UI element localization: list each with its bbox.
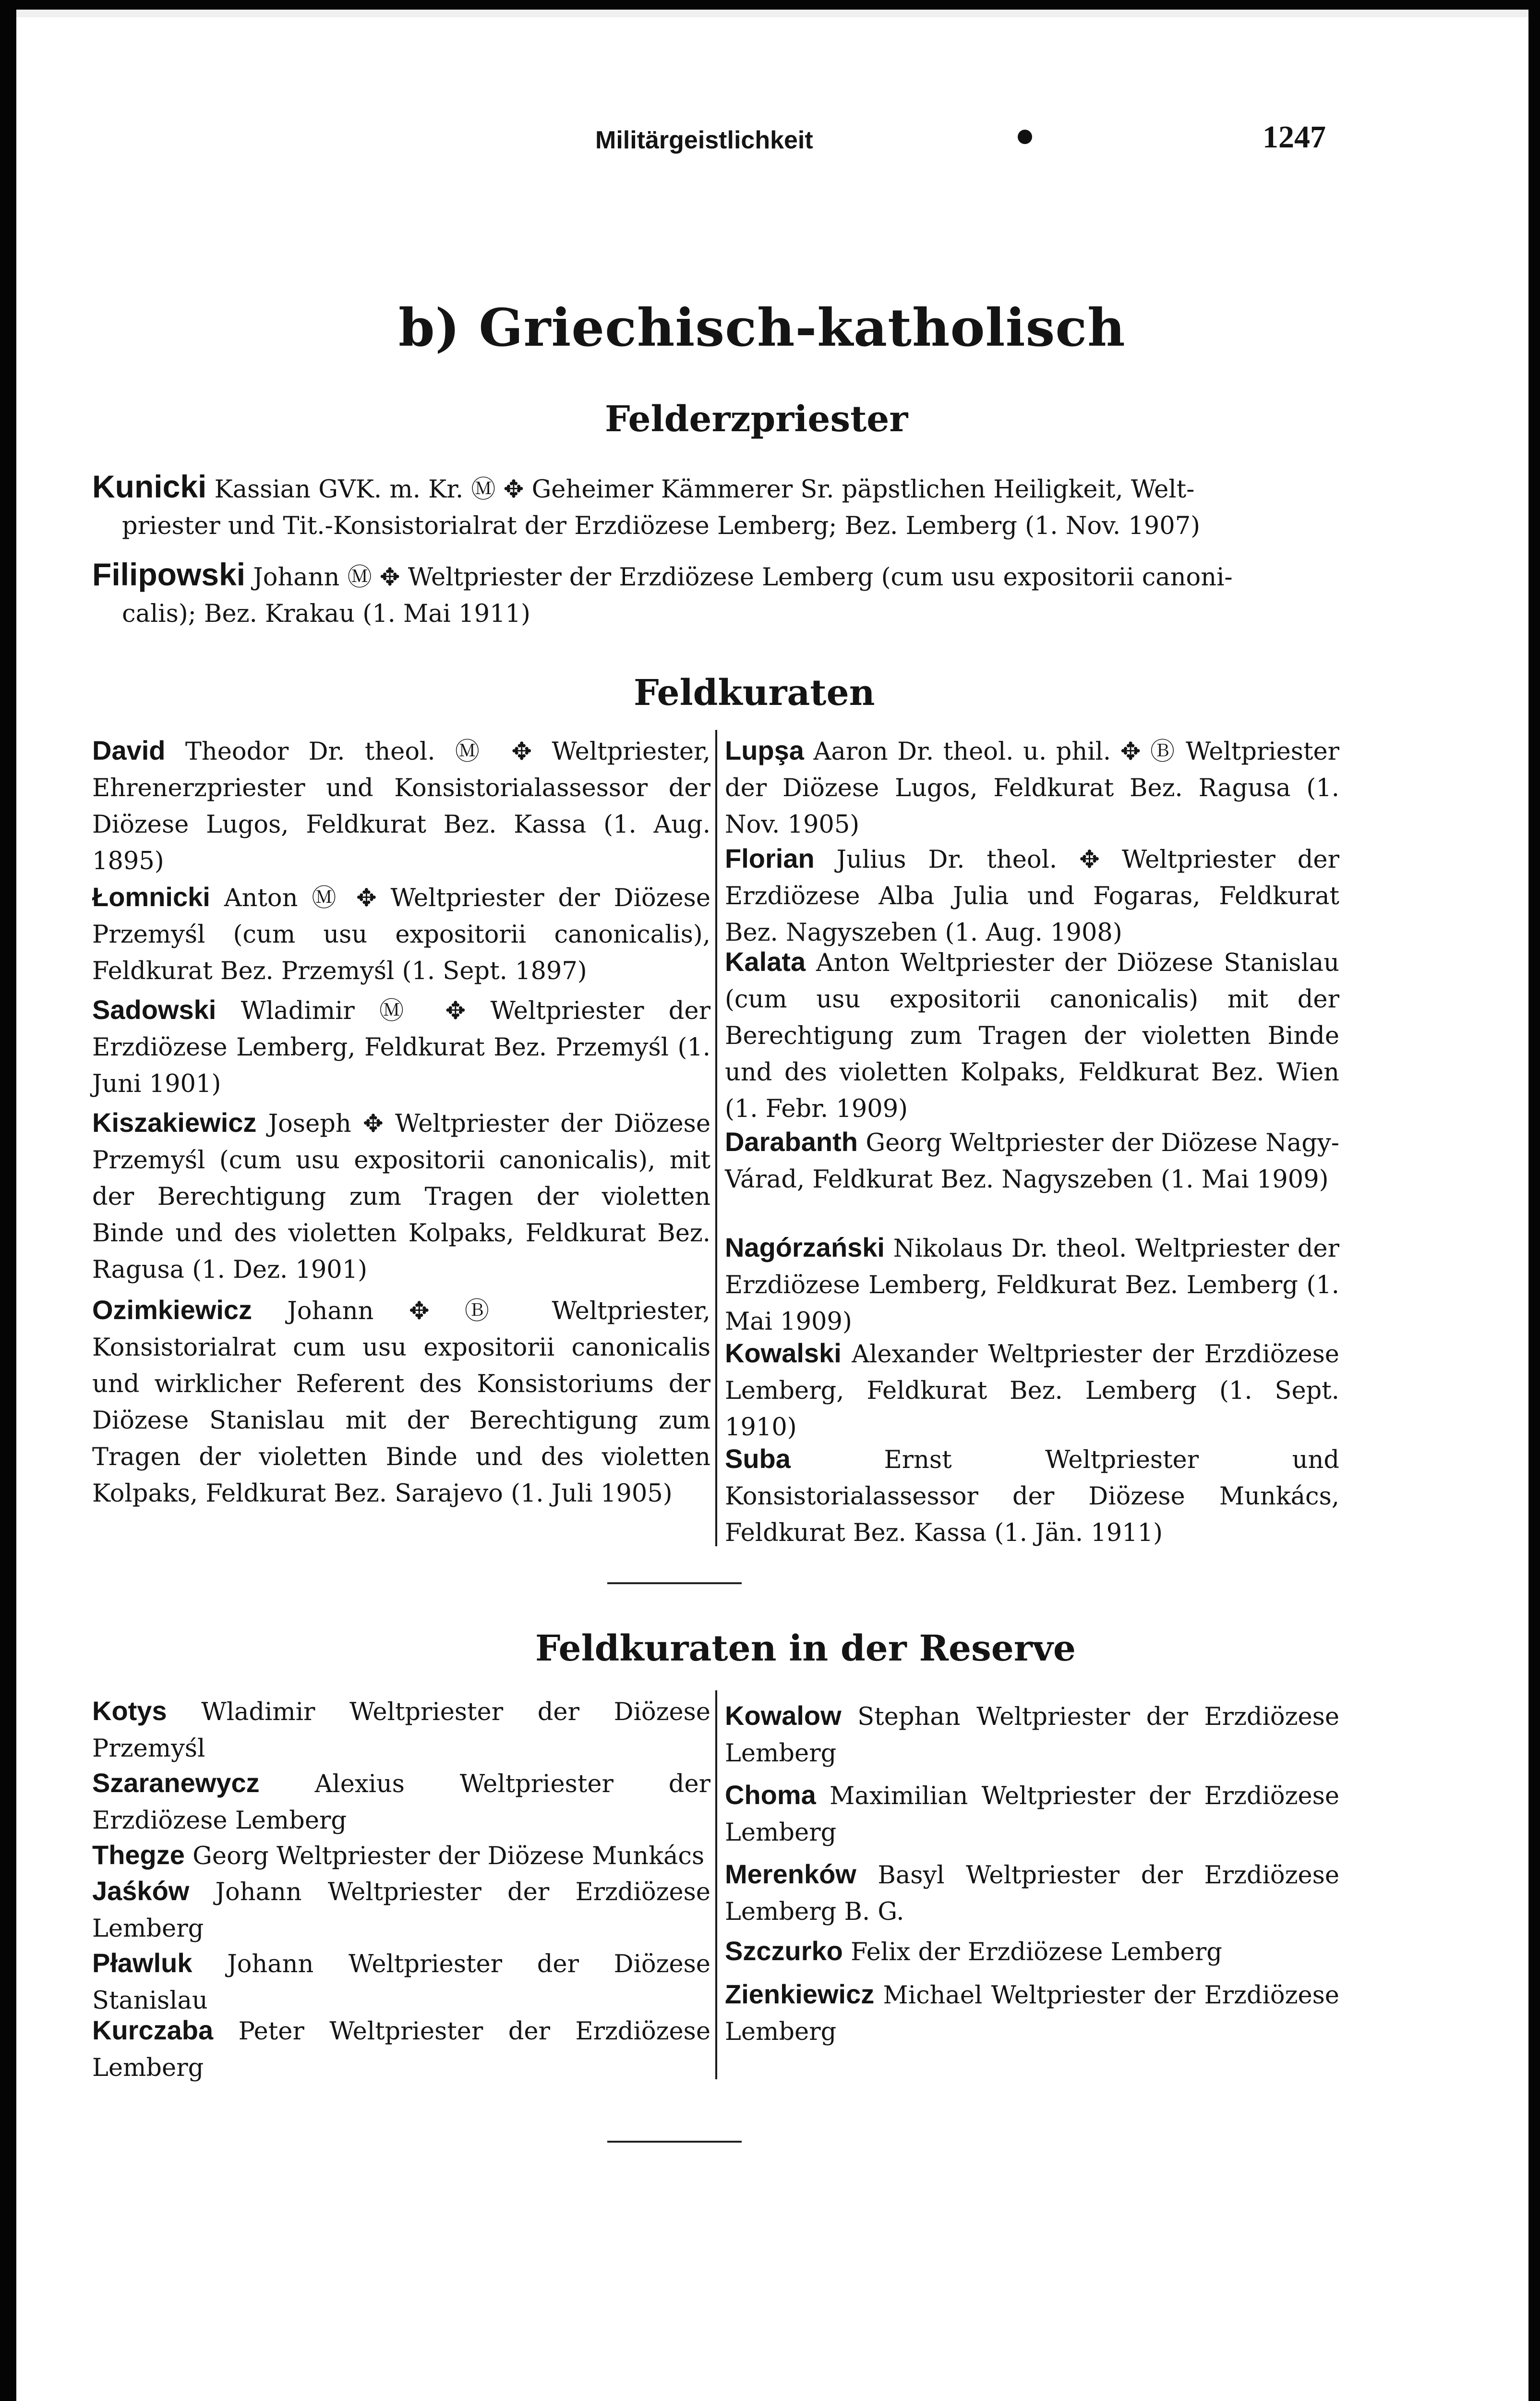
list-item: [92, 468, 1335, 545]
entry-name: Kurczaba: [92, 2015, 214, 2045]
entry-name: Kunicki: [92, 469, 207, 504]
list-item: [725, 1777, 1339, 1851]
entry-name: Thegze: [92, 1840, 185, 1870]
entry-text: Anton Weltpriester der Diözese Stanislau (cum usu expositorii canonicalis) mit der Berechtigung zum Tragen der violetten Binde und des violetten Kolpaks, Feldkurat Bez. Wien (1. Febr. 1909): [725, 949, 1340, 1123]
list-item: [725, 1976, 1339, 2050]
entry-name: Merenków: [725, 1859, 856, 1889]
scan-border-left: [0, 0, 16, 2401]
entry-text: Julius Dr. theol. ✥ Weltpriester der Erzdiözese Alba Julia und Fogaras, Feldkurat Bez. Nagyszeben (1. Aug. 1908): [725, 846, 1339, 947]
list-item: [725, 1335, 1339, 1446]
entry-text: Georg Weltpriester der Diözese Nagy-Várad, Feldkurat Bez. Nagyszeben (1. Mai 1909): [725, 1129, 1339, 1194]
entry-name: Suba: [725, 1443, 791, 1474]
entry-text: Johann ✥ Ⓑ Weltpriester, Konsistorialrat cum usu expositorii canonicalis und wirklicher Referent des Konsistoriums der Diözese Stanislau mit der Berechtigung zum Tragen der violetten Binde und des violetten Kolpaks, Feldkurat Bez. Sarajevo (1. Juli 1905): [92, 1297, 710, 1508]
list-item: [92, 992, 710, 1103]
entry-name: Zienkiewicz: [725, 1979, 875, 2009]
list-item: [725, 1933, 1339, 1971]
list-item: [92, 556, 1335, 632]
running-title: Militärgeistlichkeit: [595, 126, 813, 154]
entry-name: Łomnicki: [92, 882, 210, 912]
entry-name: Jaśków: [92, 1876, 190, 1906]
list-item: [725, 1698, 1339, 1772]
page-title: b) Griechisch-katholisch: [398, 298, 1126, 358]
entry-name: Szczurko: [725, 1936, 843, 1966]
entry-name: Kotys: [92, 1696, 167, 1726]
section-heading-felderzpriester: Felderzpriester: [605, 399, 908, 440]
list-item: [92, 1292, 710, 1512]
entry-name: Darabanth: [725, 1127, 858, 1157]
entry-name: Szaranewycz: [92, 1768, 260, 1798]
entry-text: Peter Weltpriester der Erzdiözese Lemberg: [92, 2017, 710, 2082]
entry-name: Pławluk: [92, 1948, 192, 1978]
list-item: [725, 732, 1339, 843]
entry-name: Filipowski: [92, 557, 246, 592]
entry-text: calis); Bez. Krakau (1. Mai 1911): [122, 600, 530, 628]
entry-text: Kassian GVK. m. Kr. Ⓜ ✥ Geheimer Kämmerer Sr. päpstlichen Heiligkeit, Welt-: [214, 475, 1195, 504]
list-item: [92, 1873, 710, 1947]
section-heading-reserve: Feldkuraten in der Reserve: [535, 1628, 1076, 1669]
entry-text: Maximilian Weltpriester der Erzdiözese Lemberg: [725, 1782, 1339, 1847]
entry-name: Nagórzański: [725, 1232, 885, 1262]
entry-name: Choma: [725, 1780, 816, 1810]
entry-name: Sadowski: [92, 994, 217, 1025]
entry-name: Florian: [725, 843, 815, 873]
entry-text: Aaron Dr. theol. u. phil. ✥ Ⓑ Weltpriester der Diözese Lugos, Feldkurat Bez. Ragusa (1. Nov. 1905): [725, 738, 1339, 839]
scan-border-top-strip: [0, 10, 1540, 17]
list-item: [92, 1765, 710, 1839]
list-item: [92, 1693, 710, 1767]
entry-text: Joseph ✥ Weltpriester der Diözese Przemyśl (cum usu expositorii canonicalis), mit der Berechtigung zum Tragen der violetten Binde und des violetten Kolpaks, Feldkurat Bez. Ragusa (1. Dez. 1901): [92, 1110, 711, 1284]
list-item: [725, 840, 1339, 951]
list-item: [725, 1229, 1339, 1340]
entry-text: Nikolaus Dr. theol. Weltpriester der Erzdiözese Lemberg, Feldkurat Bez. Lemberg (1. Mai 1909): [725, 1235, 1339, 1336]
entry-text: Felix der Erzdiözese Lemberg: [851, 1938, 1222, 1966]
entry-text: priester und Tit.-Konsistorialrat der Erzdiözese Lemberg; Bez. Lemberg (1. Nov. 1907): [122, 512, 1201, 540]
entry-text: Alexander Weltpriester der Erzdiözese Lemberg, Feldkurat Bez. Lemberg (1. Sept. 1910): [725, 1340, 1339, 1442]
entry-name: Lupşa: [725, 735, 804, 765]
entry-text: Stephan Weltpriester der Erzdiözese Lemberg: [725, 1703, 1340, 1768]
entry-text: Johann Weltpriester der Diözese Stanislau: [92, 1950, 710, 2015]
section-heading-feldkuraten: Feldkuraten: [634, 672, 875, 714]
entry-name: Kalata: [725, 946, 806, 977]
entry-text: Johann Ⓜ ✥ Weltpriester der Erzdiözese Lemberg (cum usu expositorii canoni-: [253, 563, 1233, 592]
list-item: [725, 1441, 1339, 1552]
entry-text: Johann Weltpriester der Erzdiözese Lemberg: [92, 1878, 710, 1943]
page-number: 1247: [1263, 120, 1326, 155]
entry-name: Ozimkiewicz: [92, 1295, 253, 1325]
entry-text: Ernst Weltpriester und Konsistorialassessor der Diözese Munkács, Feldkurat Bez. Kassa (1. Jän. 1911): [725, 1446, 1339, 1547]
list-item: [725, 1856, 1339, 1930]
bullet-icon: [1018, 130, 1032, 144]
list-item: [92, 1104, 710, 1288]
list-item: [92, 1945, 710, 2019]
entry-name: Kowalski: [725, 1338, 842, 1368]
list-item: [725, 944, 1339, 1128]
list-item: [92, 1837, 710, 1875]
column-divider: [715, 730, 717, 1546]
scan-border-right: [1528, 0, 1540, 2401]
entry-text: Georg Weltpriester der Diözese Munkács: [192, 1842, 705, 1870]
entry-text: Michael Weltpriester der Erzdiözese Lemberg: [725, 1981, 1339, 2046]
list-item: [92, 732, 710, 880]
column-divider: [715, 1690, 717, 2079]
entry-name: Kowalow: [725, 1700, 842, 1731]
list-item: [725, 1124, 1339, 1198]
list-item: [92, 879, 710, 990]
entry-text: Wladimir Ⓜ ✥ Weltpriester der Erzdiözese Lemberg, Feldkurat Bez. Przemyśl (1. Juni 1901): [92, 997, 710, 1098]
entry-text: Theodor Dr. theol. Ⓜ ✥ Weltpriester, Ehrenerzpriester und Konsistorialassessor der Diözese Lugos, Feldkurat Bez. Kassa (1. Aug. 1895): [92, 738, 710, 875]
section-divider: [607, 1582, 742, 1584]
entry-text: Anton Ⓜ ✥ Weltpriester der Diözese Przemyśl (cum usu expositorii canonicalis), Feldkurat Bez. Przemyśl (1. Sept. 1897): [92, 884, 710, 985]
entry-text: Alexius Weltpriester der Erzdiözese Lemberg: [92, 1770, 710, 1835]
entry-name: Kiszakiewicz: [92, 1107, 257, 1138]
scan-border-top: [0, 0, 1540, 10]
entry-text: Basyl Weltpriester der Erzdiözese Lemberg B. G.: [725, 1861, 1340, 1926]
list-item: [92, 2012, 710, 2086]
entry-name: David: [92, 735, 166, 765]
section-divider: [607, 2141, 742, 2143]
entry-text: Wladimir Weltpriester der Diözese Przemyśl: [92, 1698, 710, 1763]
